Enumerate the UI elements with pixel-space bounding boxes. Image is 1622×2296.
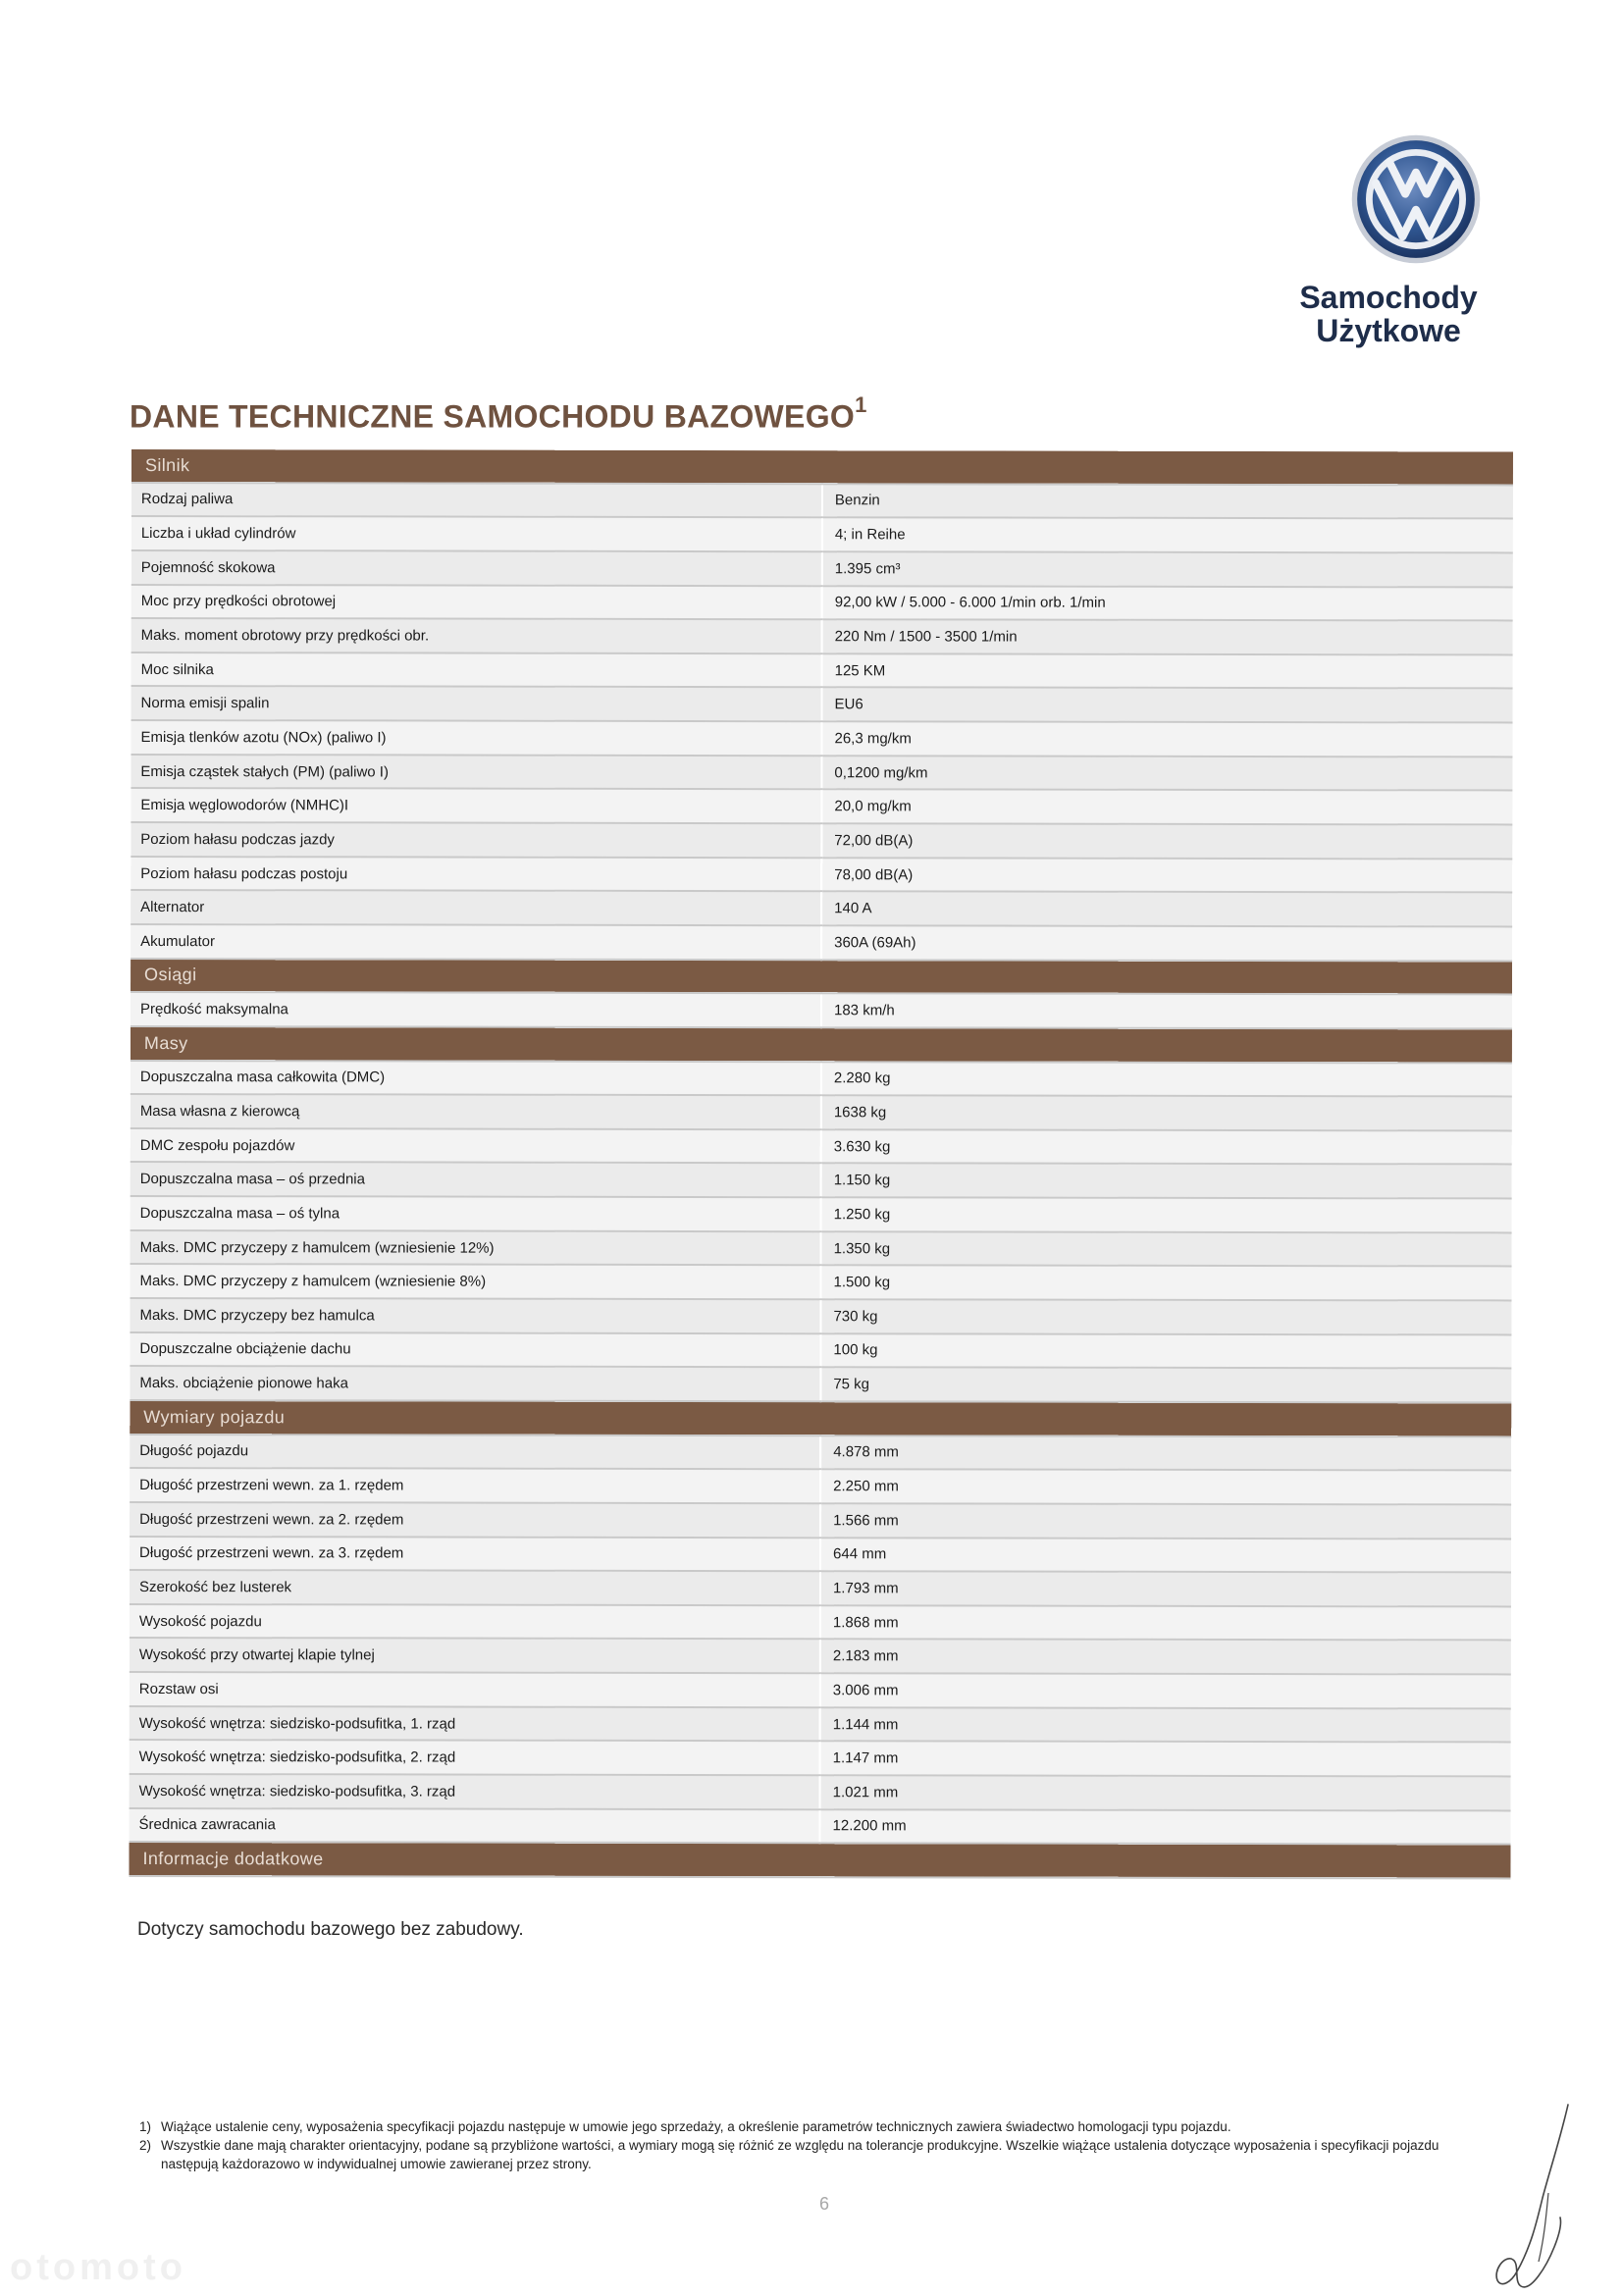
spec-label: Wysokość pojazdu <box>130 1604 820 1640</box>
spec-value: 1.793 mm <box>820 1571 1511 1606</box>
brand-name-line2: Użytkowe <box>1316 313 1461 348</box>
spec-label: Maks. DMC przyczepy bez hamulca <box>130 1298 820 1333</box>
section-header <box>131 449 1513 485</box>
table-row <box>130 1536 1511 1572</box>
spec-value: 2.250 mm <box>820 1469 1511 1504</box>
spec-value: EU6 <box>822 688 1513 723</box>
handwritten-signature-icon <box>1452 2100 1590 2296</box>
table-row <box>130 1502 1511 1539</box>
section-header <box>129 1842 1510 1878</box>
footnote <box>139 2136 1474 2173</box>
spec-value: 78,00 dB(A) <box>821 858 1512 893</box>
page-title <box>130 392 867 436</box>
table-row <box>131 755 1512 791</box>
spec-label: Emisja węglowodorów (NMHC)I <box>131 788 821 823</box>
table-row <box>131 1196 1512 1232</box>
section-title: Osiągi <box>131 959 1512 995</box>
footnote-number: 1) <box>139 2119 152 2134</box>
table-row <box>131 924 1512 961</box>
spec-label: Długość pojazdu <box>130 1435 820 1470</box>
spec-value: 1638 kg <box>821 1095 1512 1130</box>
section-header <box>131 959 1512 995</box>
table-row <box>131 857 1512 893</box>
table-row <box>131 483 1513 519</box>
section-title: Masy <box>131 1026 1512 1063</box>
spec-value: 125 KM <box>822 653 1513 689</box>
spec-label: Masa własna z kierowcą <box>131 1094 821 1129</box>
spec-label: Rozstaw osi <box>130 1672 820 1707</box>
section-header <box>130 1400 1511 1436</box>
table-row <box>130 1298 1511 1334</box>
spec-value: 220 Nm / 1500 - 3500 1/min <box>822 619 1513 654</box>
title-footnote-mark: 1 <box>855 392 867 417</box>
footnote <box>139 2117 1474 2136</box>
spec-value: 75 kg <box>820 1368 1511 1403</box>
spec-label: Długość przestrzeni wewn. za 1. rzędem <box>130 1468 820 1503</box>
section-title: Informacje dodatkowe <box>129 1842 1510 1878</box>
spec-value: 1.147 mm <box>820 1742 1511 1777</box>
spec-value: 3.006 mm <box>820 1673 1511 1708</box>
spec-value: 4; in Reihe <box>822 518 1513 553</box>
spec-label: Maks. DMC przyczepy z hamulcem (wzniesienie 12%) <box>131 1230 821 1266</box>
spec-value: 3.630 kg <box>821 1129 1512 1165</box>
spec-label: Maks. DMC przyczepy z hamulcem (wzniesienie 8%) <box>130 1264 820 1299</box>
table-row <box>131 1128 1512 1165</box>
spec-label: Szerokość bez lusterek <box>130 1570 820 1605</box>
footnote-text: Wszystkie dane mają charakter orientacyjny, podane są przybliżone wartości, a wymiary mogą się różnić ze względu na tolerancje produkcyjne. Wszelkie wiążące ustalenia dotyczące wyposażenia i specyfikacji pojazdu następują każdorazowo w indywidualnej umowie zawieranej przez strony. <box>161 2138 1439 2171</box>
spec-value: 72,00 dB(A) <box>821 823 1512 859</box>
spec-label: Długość przestrzeni wewn. za 2. rzędem <box>130 1502 820 1538</box>
spec-value: 183 km/h <box>821 993 1512 1028</box>
table-row <box>131 1094 1512 1130</box>
section-title: Wymiary pojazdu <box>130 1400 1511 1436</box>
spec-label: Emisja tlenków azotu (NOx) (paliwo I) <box>131 720 821 756</box>
spec-value: Benzin <box>822 484 1513 519</box>
spec-value: 360A (69Ah) <box>821 925 1512 961</box>
page-number: 6 <box>819 2194 830 2214</box>
section-header <box>131 1026 1512 1063</box>
spec-value: 1.350 kg <box>821 1231 1512 1267</box>
table-row <box>131 890 1512 926</box>
table-row <box>130 1672 1511 1708</box>
spec-label: Liczba i układ cylindrów <box>131 516 822 551</box>
spec-label: Norma emisji spalin <box>131 686 822 721</box>
spec-value: 1.500 kg <box>820 1266 1511 1301</box>
spec-label: Wysokość wnętrza: siedzisko-podsufitka, 1. rząd <box>130 1706 820 1742</box>
spec-label: Prędkość maksymalna <box>131 992 821 1027</box>
spec-value: 0,1200 mg/km <box>821 756 1512 791</box>
section-title: Silnik <box>131 449 1513 485</box>
spec-label: Wysokość przy otwartej klapie tylnej <box>130 1638 820 1673</box>
spec-value: 1.144 mm <box>820 1707 1511 1743</box>
spec-label: Poziom hałasu podczas jazdy <box>131 822 821 858</box>
table-row <box>130 1468 1511 1504</box>
page-title-text: DANE TECHNICZNE SAMOCHODU BAZOWEGO <box>130 398 856 435</box>
spec-label: Poziom hałasu podczas postoju <box>131 857 821 892</box>
spec-value: 26,3 mg/km <box>821 721 1512 757</box>
spec-value: 1.395 cm³ <box>822 551 1513 587</box>
spec-label: Rodzaj paliwa <box>131 483 822 518</box>
spec-value: 1.021 mm <box>820 1775 1511 1810</box>
spec-value: 4.878 mm <box>820 1435 1511 1471</box>
table-row <box>131 788 1512 824</box>
table-row <box>130 1332 1511 1369</box>
table-row <box>131 1162 1512 1198</box>
spec-label: Długość przestrzeni wewn. za 3. rzędem <box>130 1536 820 1571</box>
spec-label: Wysokość wnętrza: siedzisko-podsufitka, 3. rząd <box>130 1774 820 1809</box>
spec-label: Średnica zawracania <box>130 1808 820 1844</box>
table-row <box>130 1570 1511 1606</box>
spec-value: 644 mm <box>820 1538 1511 1573</box>
spec-label: Dopuszczalna masa całkowita (DMC) <box>131 1061 821 1096</box>
spec-label: DMC zespołu pojazdów <box>131 1128 821 1164</box>
spec-label: Wysokość wnętrza: siedzisko-podsufitka, 2. rząd <box>130 1740 820 1775</box>
table-row <box>130 1638 1511 1674</box>
footnote-text: Wiążące ustalenie ceny, wyposażenia specyfikacji pojazdu następuje w umowie jego sprzedaży, a określenie parametrów technicznych zawiera świadectwo homologacji typu pojazdu. <box>161 2119 1231 2134</box>
table-row <box>130 1740 1511 1776</box>
table-row <box>131 516 1513 552</box>
spec-label: Alternator <box>131 890 821 925</box>
table-row <box>130 1435 1511 1471</box>
table-row <box>130 1604 1511 1641</box>
spec-label: Maks. moment obrotowy przy prędkości obr. <box>131 618 822 653</box>
table-row <box>131 1230 1512 1267</box>
brand-name <box>1266 281 1511 347</box>
footnotes <box>139 2117 1474 2173</box>
table-row <box>130 1264 1511 1300</box>
spec-label: Dopuszczalna masa – oś przednia <box>131 1162 821 1197</box>
table-row <box>131 822 1512 859</box>
spec-label: Dopuszczalna masa – oś tylna <box>131 1196 821 1231</box>
table-row <box>131 652 1513 689</box>
table-row <box>130 1808 1511 1845</box>
spec-label: Dopuszczalne obciążenie dachu <box>130 1332 820 1368</box>
footnote-number: 2) <box>139 2138 152 2153</box>
spec-value: 140 A <box>821 892 1512 927</box>
watermark: otomoto <box>10 2247 186 2288</box>
vw-logo-icon <box>1349 132 1483 266</box>
spec-value: 100 kg <box>820 1333 1511 1369</box>
spec-table <box>129 449 1513 1879</box>
spec-value: 730 kg <box>820 1299 1511 1334</box>
table-row <box>130 1706 1511 1743</box>
table-row <box>131 585 1513 621</box>
spec-value: 20,0 mg/km <box>821 790 1512 825</box>
spec-value: 1.150 kg <box>821 1164 1512 1199</box>
spec-label: Emisja cząstek stałych (PM) (paliwo I) <box>131 755 821 790</box>
table-row <box>131 686 1513 722</box>
spec-value: 2.183 mm <box>820 1640 1511 1675</box>
table-row <box>131 992 1512 1028</box>
table-row <box>131 720 1512 757</box>
spec-value: 92,00 kW / 5.000 - 6.000 1/min orb. 1/min <box>822 586 1513 621</box>
spec-value: 1.566 mm <box>820 1503 1511 1539</box>
brand-name-line1: Samochody <box>1299 280 1478 315</box>
table-row <box>131 550 1513 587</box>
spec-label: Moc przy prędkości obrotowej <box>131 585 822 620</box>
spec-value: 1.868 mm <box>820 1605 1511 1641</box>
spec-value: 1.250 kg <box>821 1197 1512 1232</box>
table-row <box>131 1061 1512 1097</box>
spec-value: 2.280 kg <box>821 1062 1512 1097</box>
spec-label: Akumulator <box>131 924 821 960</box>
spec-label: Pojemność skokowa <box>131 550 822 586</box>
table-row <box>131 618 1513 654</box>
spec-label: Maks. obciążenie pionowe haka <box>130 1366 820 1401</box>
table-row <box>130 1366 1511 1402</box>
base-vehicle-note: Dotyczy samochodu bazowego bez zabudowy. <box>137 1919 524 1940</box>
table-row <box>130 1774 1511 1810</box>
spec-label: Moc silnika <box>131 652 822 688</box>
spec-value: 12.200 mm <box>820 1809 1511 1845</box>
